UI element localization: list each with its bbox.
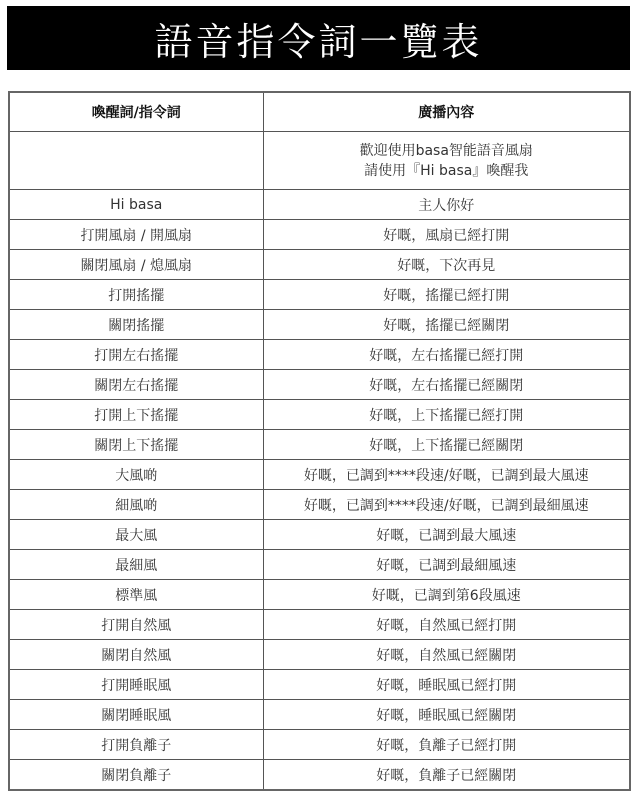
table-row <box>9 640 630 670</box>
table-row <box>9 340 630 370</box>
command-cell: 打開左右搖擺 <box>9 340 263 370</box>
table-row <box>9 220 630 250</box>
response-cell: 好嘅，負離子已經關閉 <box>263 760 630 791</box>
table-header-row <box>9 92 630 132</box>
table-row <box>9 700 630 730</box>
response-cell: 好嘅，已調到最大風速 <box>263 520 630 550</box>
table-row <box>9 490 630 520</box>
welcome-response-cell <box>263 132 630 190</box>
command-cell: 標準風 <box>9 580 263 610</box>
title-banner <box>7 6 630 70</box>
welcome-line-2: 請使用『Hi basa』喚醒我 <box>364 162 529 179</box>
table-row <box>9 370 630 400</box>
response-cell: 好嘅，上下搖擺已經打開 <box>263 400 630 430</box>
response-cell: 好嘅，睡眠風已經關閉 <box>263 700 630 730</box>
command-cell: 打開搖擺 <box>9 280 263 310</box>
command-cell: 關閉風扇 / 熄風扇 <box>9 250 263 280</box>
table-row <box>9 520 630 550</box>
command-cell: 打開風扇 / 開風扇 <box>9 220 263 250</box>
response-cell: 好嘅，已調到第6段風速 <box>263 580 630 610</box>
response-cell: 好嘅，睡眠風已經打開 <box>263 670 630 700</box>
command-cell: 最大風 <box>9 520 263 550</box>
command-cell: 關閉左右搖擺 <box>9 370 263 400</box>
response-cell: 好嘅，搖擺已經關閉 <box>263 310 630 340</box>
command-cell: 關閉上下搖擺 <box>9 430 263 460</box>
command-cell: 關閉搖擺 <box>9 310 263 340</box>
welcome-line-1: 歡迎使用basa智能語音風扇 <box>359 142 533 159</box>
response-cell: 好嘅，左右搖擺已經打開 <box>263 340 630 370</box>
response-cell: 好嘅，風扇已經打開 <box>263 220 630 250</box>
table-row <box>9 400 630 430</box>
table-row <box>9 580 630 610</box>
command-cell: 關閉負離子 <box>9 760 263 791</box>
response-cell: 好嘅，負離子已經打開 <box>263 730 630 760</box>
command-cell: Hi basa <box>9 190 263 220</box>
command-cell: 打開睡眠風 <box>9 670 263 700</box>
command-cell: 大風啲 <box>9 460 263 490</box>
table-row <box>9 190 630 220</box>
response-cell: 好嘅，自然風已經關閉 <box>263 640 630 670</box>
table-row <box>9 670 630 700</box>
response-cell: 好嘅，上下搖擺已經關閉 <box>263 430 630 460</box>
command-cell: 關閉自然風 <box>9 640 263 670</box>
page-title: 語音指令詞一覽表 <box>154 19 483 64</box>
command-cell: 細風啲 <box>9 490 263 520</box>
table-row <box>9 460 630 490</box>
welcome-command-cell <box>9 132 263 190</box>
command-cell: 打開上下搖擺 <box>9 400 263 430</box>
header-command: 喚醒詞/指令詞 <box>9 92 263 132</box>
table-row <box>9 250 630 280</box>
table-row <box>9 310 630 340</box>
header-response: 廣播內容 <box>263 92 630 132</box>
table-row <box>9 610 630 640</box>
welcome-row <box>9 132 630 190</box>
response-cell: 好嘅，左右搖擺已經關閉 <box>263 370 630 400</box>
response-cell: 好嘅，已調到****段速/好嘅，已調到最大風速 <box>263 460 630 490</box>
response-cell: 好嘅，下次再見 <box>263 250 630 280</box>
command-cell: 關閉睡眠風 <box>9 700 263 730</box>
table-row <box>9 550 630 580</box>
table-row <box>9 730 630 760</box>
response-cell: 好嘅，自然風已經打開 <box>263 610 630 640</box>
command-cell: 打開自然風 <box>9 610 263 640</box>
response-cell: 主人你好 <box>263 190 630 220</box>
table-row <box>9 760 630 791</box>
response-cell: 好嘅，已調到****段速/好嘅，已調到最細風速 <box>263 490 630 520</box>
response-cell: 好嘅，搖擺已經打開 <box>263 280 630 310</box>
command-cell: 打開負離子 <box>9 730 263 760</box>
table-row <box>9 430 630 460</box>
voice-command-table <box>8 91 631 791</box>
table-row <box>9 280 630 310</box>
response-cell: 好嘅，已調到最細風速 <box>263 550 630 580</box>
command-cell: 最細風 <box>9 550 263 580</box>
